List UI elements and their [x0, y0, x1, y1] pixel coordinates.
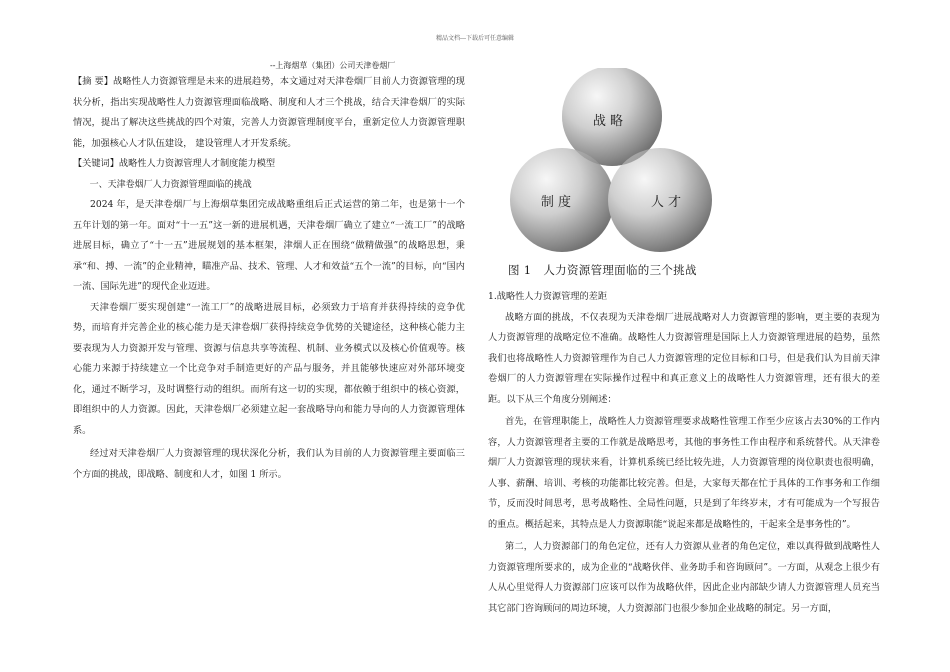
system-label: 制 度: [540, 195, 572, 210]
figure-caption-text: 人力资源管理面临的三个挑战: [543, 263, 697, 277]
right-column: [488, 287, 880, 619]
keywords: 【关键词】战略性人力资源管理人才制度能力模型: [73, 158, 276, 169]
figure-number: 图 1: [508, 263, 532, 277]
section-heading: 1.战略性人力资源管理的差距: [488, 291, 608, 302]
paragraph: 天津卷烟厂要实现创建“一流工厂”的战略进展目标，必须致力于培育并获得持续的竞争优势，而培育并完善企业的核心能力是天津卷烟厂获得持续竞争优势的关键途径，这种核心能力主要表现为人力资源开发与管理、资源与信息共享等流程、机制、业务模式以及核心价值观等。核心能力来源于持续建立一个比竞争对手制造更好的产品与服务，并且能够快速应对外部环境变化，通过不断学习，及时调整行动的组织。而所有这一切的实现，都依赖于组织中的核心资源，即组织中的人力资源。因此，天津卷烟厂必须建立起一套战略导向和能力导向的人力资源管理体系。: [73, 301, 465, 436]
section-heading: 一、天津卷烟厂人力资源管理面临的挑战: [89, 179, 252, 190]
paragraph: 经过对天津卷烟厂人力资源管理的现状深化分析，我们认为目前的人力资源管理主要面临三个方面的挑战，即战略、制度和人才，如图 1 所示。: [73, 448, 465, 480]
paragraph: 首先，在管理职能上，战略性人力资源管理要求战略性管理工作至少应该占去30%的工作内容，人力资源管理者主要的工作就是战略思考，其他的事务性工作由程序和系统替代。从天津卷烟厂人力资源管理的现状来看，计算机系统已经比较先进，人力资源管理的岗位职责也很明确，人事、薪酬、培训、考核的功能都比较完善。但是，大家每天都在忙于具体的工作事务和工作细节，反而没时间思考，思考战略性、全局性问题，只是到了年终岁末，才有可能成为一个写报告的重点。概括起来，其特点是人力资源职能“说起来都是战略性的，干起来全是事务性的”。: [488, 416, 880, 530]
left-column: [73, 72, 465, 485]
abstract: 【摘 要】战略性人力资源管理是未来的进展趋势，本文通过对天津卷烟厂目前人力资源管理的现状分析，指出实现战略性人力资源管理面临战略、制度和人才三个挑战，结合天津卷烟厂的实际情况，提出了解决这些挑战的四个对策，完善人力资源管理制度平台，重新定位人力资源管理职能，加强核心人才队伍建设， 建设管理人才开发系统。: [73, 76, 465, 149]
paragraph: 战略方面的挑战，不仅表现为天津卷烟厂进展战略对人力资源管理的影响，更主要的表现为人力资源管理的战略定位不准确。战略性人力资源管理是国际上人力资源管理进展的趋势，虽然我们也将战略性人力资源管理作为自己人力资源管理的定位目标和口号，但是我们认为目前天津卷烟厂的人力资源管理在实际操作过程中和真正意义上的战略性人力资源管理，还有很大的差距。以下从三个角度分别阐述：: [488, 311, 880, 405]
strategy-label: 战 略: [592, 114, 624, 129]
paragraph: 2024 年，是天津卷烟厂与上海烟草集团完成战略重组后正式运营的第二年，也是第十一个五年计划的第一年。面对“十一五”这一新的进展机遇，天津卷烟厂确立了建立“一流工厂”的战略进展目标，确立了“十一五”进展规划的基本框架，津烟人正在围绕“做精做强”的战略思想，秉承“和、搏、一流”的企业精神，瞄准产品、技术、管理、人才和效益“五个一流”的目标，向“国内一流、国际先进”的现代企业迈进。: [73, 199, 465, 292]
figure-caption: [508, 262, 697, 278]
challenges-venn-figure: [508, 68, 713, 258]
page-header-note: 精品文档---下载后可任意编辑: [435, 35, 515, 42]
talent-label: 人 才: [650, 195, 682, 210]
paragraph: 第二，人力资源部门的角色定位，还有人力资源从业者的角色定位，难以真得做到战略性人力资源管理所要求的，成为企业的“战略伙伴、业务助手和咨询顾问”。一方面，从观念上很少有人从心里觉得人力资源部门应该可以作为战略伙伴，因此企业内部缺少请人力资源管理人员充当其它部门咨询顾问的周边环境，人力资源部门也很少参加企业战略的制定。另一方面，: [488, 541, 880, 614]
byline: --上海烟草（集团）公司天津卷烟厂: [270, 61, 396, 70]
